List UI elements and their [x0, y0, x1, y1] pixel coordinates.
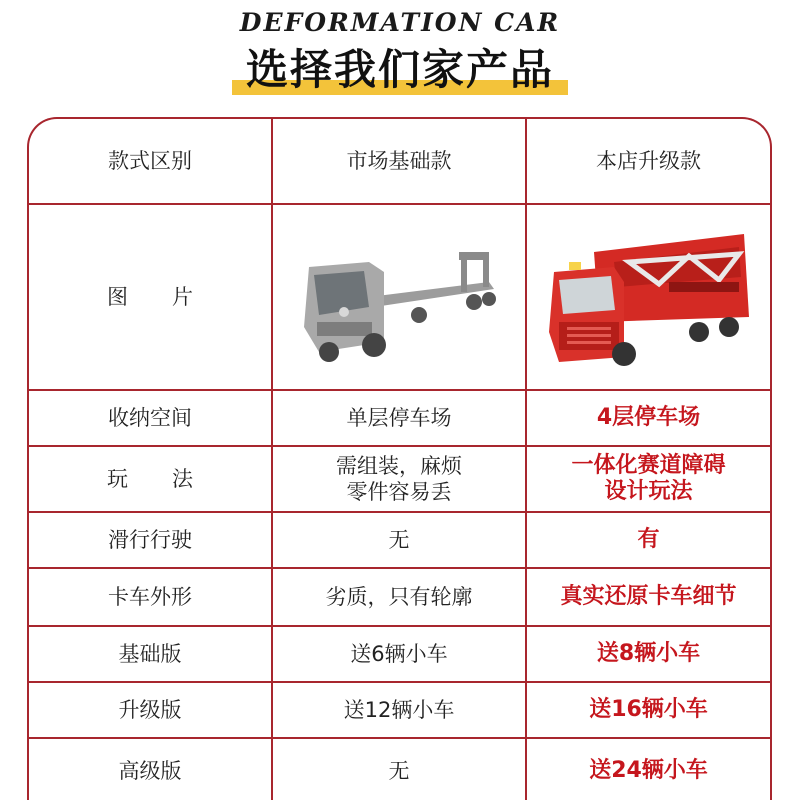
table-row	[29, 681, 770, 737]
table-row	[29, 737, 770, 800]
upgrade-value: 送16辆小车	[525, 683, 770, 737]
table-row	[29, 389, 770, 445]
column-header-upgrade: 本店升级款	[525, 119, 770, 203]
basic-value: 劣质，只有轮廓	[271, 569, 525, 625]
row-label: 卡车外形	[108, 585, 192, 609]
table-row	[29, 511, 770, 567]
row-label: 玩法	[107, 467, 237, 491]
column-header-basic: 市场基础款	[271, 119, 525, 203]
gray-flatbed-truck-icon	[289, 227, 509, 367]
row-label-image: 图片	[107, 285, 237, 309]
row-label: 基础版	[118, 642, 182, 666]
row-label: 收纳空间	[108, 406, 192, 430]
upgrade-truck-cell	[525, 205, 770, 389]
row-label: 升级版	[118, 698, 182, 722]
table-row	[29, 625, 770, 681]
upgrade-value: 送8辆小车	[525, 627, 770, 681]
table-header-row	[29, 119, 770, 203]
upgrade-value: 送24辆小车	[525, 739, 770, 800]
table-row	[29, 445, 770, 511]
upgrade-value-line: 设计玩法	[604, 479, 693, 504]
row-label: 滑行行驶	[108, 528, 192, 552]
basic-value: 送6辆小车	[271, 627, 525, 681]
column-header-feature: 款式区别	[108, 149, 192, 173]
comparison-table	[27, 117, 772, 800]
table-row-image	[29, 203, 770, 389]
basic-value: 单层停车场	[271, 391, 525, 445]
page-title: 选择我们家产品	[245, 45, 554, 94]
table-row	[29, 567, 770, 625]
basic-value-line: 零件容易丢	[346, 480, 452, 504]
basic-value-line: 需组装，麻烦	[336, 454, 462, 478]
basic-truck-cell	[271, 205, 525, 389]
row-label: 高级版	[118, 758, 182, 783]
basic-value: 无	[271, 739, 525, 800]
basic-value	[271, 447, 525, 511]
basic-value: 无	[271, 513, 525, 567]
basic-value: 送12辆小车	[271, 683, 525, 737]
subtitle: DEFORMATION CAR	[239, 8, 561, 37]
upgrade-value-line: 一体化赛道障碍	[571, 453, 726, 478]
upgrade-value: 4层停车场	[525, 391, 770, 445]
title-block	[0, 42, 800, 102]
upgrade-value: 有	[525, 513, 770, 567]
upgrade-value: 真实还原卡车细节	[525, 569, 770, 625]
upgrade-value	[525, 447, 770, 511]
red-car-carrier-truck-icon	[539, 222, 759, 372]
